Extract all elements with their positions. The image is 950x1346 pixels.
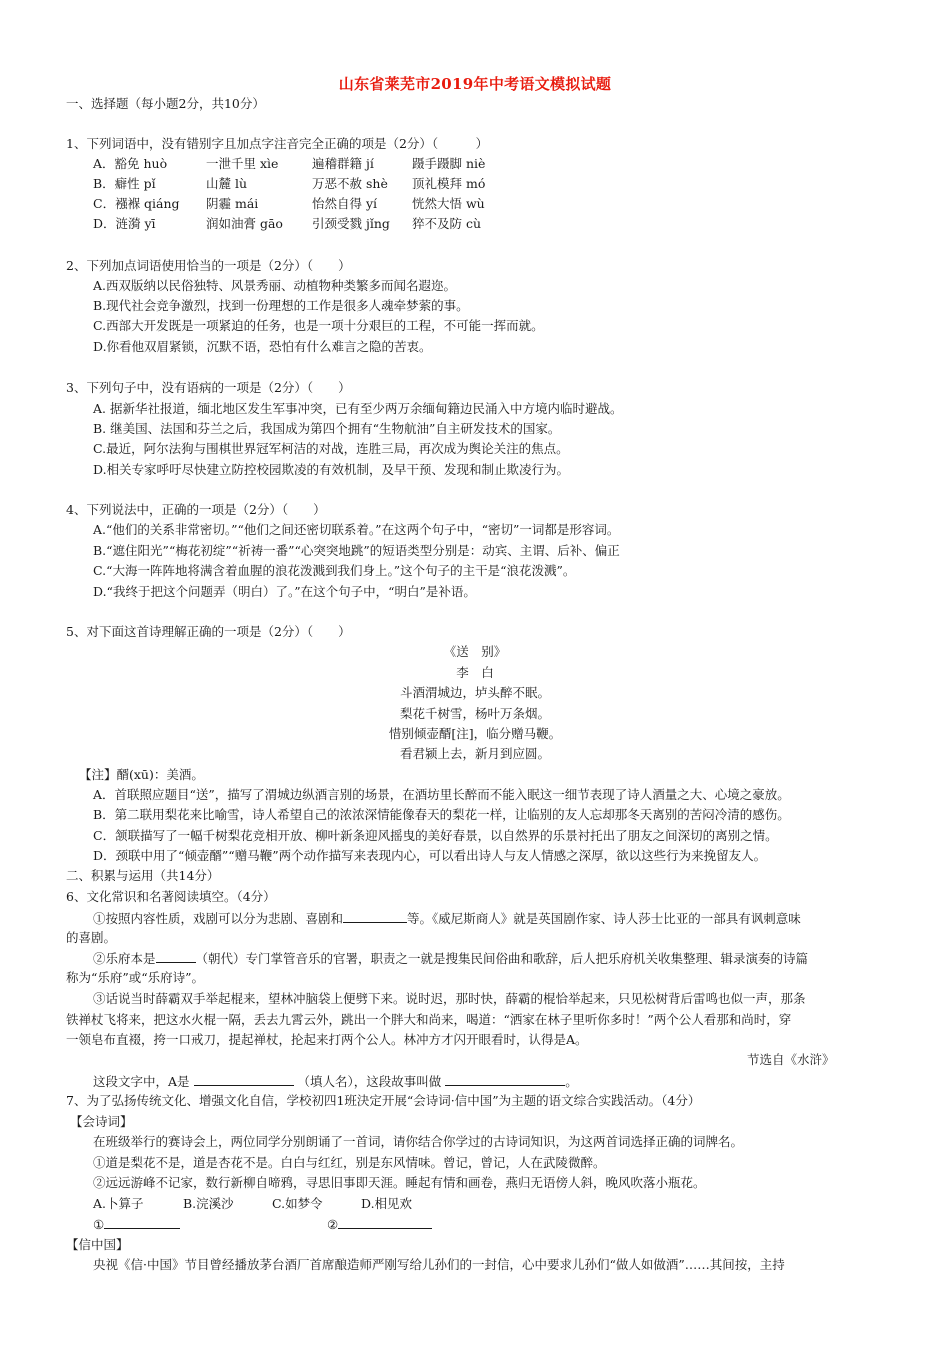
choice-item: C.如梦令 xyxy=(272,1196,323,1211)
option-cell: 遍稽群籍 jí xyxy=(312,156,374,171)
answer-line: ① xyxy=(93,1216,180,1233)
option-line: B.现代社会竞争激烈，找到一份理想的工作是很多人魂牵梦萦的事。 xyxy=(93,298,469,313)
question-stem: 5、对下面这首诗理解正确的一项是（2分）（ ） xyxy=(66,624,351,639)
fill-in-line: 这段文字中，A是 （填人名），这段故事叫做 。 xyxy=(93,1074,578,1089)
paragraph-line: 一领皂布直裰，挎一口戒刀，提起禅杖，抡起来打两个公人。林冲方才闪开眼看时，认得是A。 xyxy=(66,1032,588,1047)
option-line: B．第二联用梨花来比喻雪，诗人希望自己的浓浓深情能像春天的梨花一样，让临别的友人忘却那冬天离别的苦闷冷清的感伤。 xyxy=(93,807,790,822)
subsection-heading: 【信中国】 xyxy=(66,1237,129,1252)
option-cell: 润如油膏 gāo xyxy=(206,216,283,231)
page-title: 山东省莱芜市2019年中考语文模拟试题 xyxy=(338,75,612,93)
option-line: C.“大海一阵阵地将满含着血腥的浪花泼溅到我们身上。”这个句子的主干是“浪花泼溅”。 xyxy=(93,563,576,578)
question-stem: 4、下列说法中，正确的一项是（2分）（ ） xyxy=(66,502,326,517)
option-line: D．颈联中用了“倾壶醑”“赠马鞭”两个动作描写来表现内心，可以看出诗人与友人情感之深厚，欲以这些行为来挽留友人。 xyxy=(93,848,767,863)
answer-blank[interactable] xyxy=(104,1216,180,1229)
option-line: C．颔联描写了一幅千树梨花竞相开放、柳叶新条迎风摇曳的美好春景，以自然界的乐景衬托出了朋友之间深切的离别之情。 xyxy=(93,828,778,843)
choice-item: D.相见欢 xyxy=(361,1196,413,1211)
option-line: D.“我终于把这个问题弄（明白）了。”在这个句子中，“明白”是补语。 xyxy=(93,584,476,599)
question-stem: 3、下列句子中，没有语病的一项是（2分）（ ） xyxy=(66,380,351,395)
option-cell: 蹑手蹑脚 niè xyxy=(412,156,486,171)
question-stem: 2、下列加点词语使用恰当的一项是（2分）（ ） xyxy=(66,258,351,273)
answer-line: ② xyxy=(327,1216,432,1233)
answer-blank[interactable] xyxy=(343,910,407,923)
section-heading: 二、积累与运用（共14分） xyxy=(66,868,220,883)
option-cell: 顶礼模拜 mó xyxy=(412,176,486,191)
paragraph-line: 铁禅杖飞将来，把这水火棍一隔，丢去九霄云外，跳出一个胖大和尚来，喝道：“洒家在林子里听你多时！”两个公人看那和尚时，穿 xyxy=(66,1012,792,1027)
option-cell: 猝不及防 cù xyxy=(412,216,482,231)
paragraph-line: ③话说当时薛霸双手举起棍来，望林冲脑袋上便劈下来。说时迟，那时快，薛霸的棍恰举起来，只见松树背后雷鸣也似一声，那条 xyxy=(93,991,806,1006)
subsection-heading: 【会诗词】 xyxy=(70,1114,133,1129)
paragraph-line: 的喜剧。 xyxy=(66,930,117,945)
choice-item: B.浣溪沙 xyxy=(183,1196,234,1211)
option-cell: 恍然大悟 wù xyxy=(412,196,485,211)
option-line: B.“遮住阳光”“梅花初绽”“祈祷一番”“心突突地跳”的短语类型分别是：动宾、主谓、后补、偏正 xyxy=(93,543,620,558)
paragraph-line: 称为“乐府”或“乐府诗”。 xyxy=(66,970,205,985)
option-cell: 万恶不赦 shè xyxy=(312,176,388,191)
poem-note: 【注】醑(xū)：美酒。 xyxy=(79,767,204,782)
question-stem: 7、为了弘扬传统文化、增强文化自信，学校初四1班決定开展“会诗词·信中国”为主题的语文综合实践活动。（4分） xyxy=(66,1093,701,1108)
option-cell: 引颈受戮 jǐng xyxy=(312,216,390,231)
option-line: A．首联照应题目“送”，描写了渭城边纵酒言别的场景，在酒坊里长醉而不能入眠这一细节表现了诗人酒量之大、心境之豪放。 xyxy=(93,787,790,802)
section-heading: 一、选择题（每小题2分，共10分） xyxy=(66,96,265,111)
option-cell: B．癖性 pǐ xyxy=(93,176,156,191)
answer-blank[interactable] xyxy=(194,1073,294,1086)
option-cell: 一泄千里 xìe xyxy=(206,156,279,171)
answer-blank[interactable] xyxy=(338,1216,432,1229)
poem-line: 惜别倾壶醑[注]，临分赠马鞭。 xyxy=(388,726,562,741)
option-cell: 山麓 lù xyxy=(206,176,248,191)
option-line: C.最近，阿尔法狗与围棋世界冠军柯洁的对战，连胜三局，再次成为舆论关注的焦点。 xyxy=(93,441,569,456)
poem-line: 斗酒渭城边，垆头醉不眠。 xyxy=(399,685,550,700)
option-cell: 怡然自得 yí xyxy=(312,196,378,211)
option-line: A.“他们的关系非常密切。”“他们之间还密切联系着。”在这两个句子中，“密切”一词都是形容词。 xyxy=(93,522,620,537)
option-line: C.西部大开发既是一项紧迫的任务，也是一项十分艰巨的工程，不可能一挥而就。 xyxy=(93,318,544,333)
question-stem: 1、下列词语中，没有错别字且加点字注音完全正确的项是（2分）（ ） xyxy=(66,136,489,151)
poem-line: ①道是梨花不是，道是杏花不是。白白与红红，别是东风情味。曾记，曾记，人在武陵微醉。 xyxy=(93,1155,606,1170)
paragraph-line: 在班级举行的赛诗会上，两位同学分别朗诵了一首词，请你结合你学过的古诗词知识，为这两首词选择正确的词牌名。 xyxy=(93,1134,744,1149)
poem-author: 李 白 xyxy=(456,665,494,680)
paragraph-line: ②乐府本是 （朝代）专门掌管音乐的官署，职责之一就是搜集民间俗曲和歌辞，后人把乐府机关收集整理、辑录演奏的诗篇 xyxy=(93,951,809,966)
option-cell: 阴霾 mái xyxy=(206,196,259,211)
poem-title: 《送 别》 xyxy=(443,644,507,659)
option-line: A.西双版纳以民俗独特、风景秀丽、动植物种类繁多而闻名遐迩。 xyxy=(93,278,457,293)
paragraph-line: ①按照内容性质，戏剧可以分为悲剧、喜剧和 等。《威尼斯商人》就是英国剧作家、诗人莎士比亚的一部具有讽刺意味 xyxy=(93,911,801,926)
answer-blank[interactable] xyxy=(445,1073,565,1086)
source-note: 节选自《水浒》 xyxy=(747,1052,835,1067)
option-line: D.相关专家呼吁尽快建立防控校园欺凌的有效机制，及早干预、发现和制止欺凌行为。 xyxy=(93,462,570,477)
choice-item: A.卜算子 xyxy=(93,1196,144,1211)
poem-line: ②远远游峰不记家，数行新柳自啼鸦，寻思旧事即天涯。睡起有情和画卷，燕归无语傍人斜，晚风吹落小瓶花。 xyxy=(93,1175,706,1190)
answer-blank[interactable] xyxy=(156,950,196,963)
option-cell: C．襁褓 qiáng xyxy=(93,196,180,211)
option-line: D.你看他双眉紧锁，沉默不语，恐怕有什么难言之隐的苦衷。 xyxy=(93,339,432,354)
option-cell: A．豁免 huò xyxy=(93,156,168,171)
question-stem: 6、文化常识和名著阅读填空。（4分） xyxy=(66,889,276,904)
option-line: A. 据新华社报道，缅北地区发生军事冲突，已有至少两万余缅甸籍边民涌入中方境内临时避战。 xyxy=(93,401,623,416)
paragraph-line: 央视《信·中国》节目曾经播放茅台酒厂首席酿造师严刚写给儿孙们的一封信，心中要求儿孙们“做人如做酒”……其间按，主持 xyxy=(93,1257,785,1272)
option-line: B. 继美国、法国和芬兰之后，我国成为第四个拥有“生物航油”自主研发技术的国家。 xyxy=(93,421,561,436)
option-cell: D．涟漪 yī xyxy=(93,216,156,231)
poem-line: 看君颍上去，新月到应圆。 xyxy=(399,746,550,761)
poem-line: 梨花千树雪，杨叶万条烟。 xyxy=(399,706,550,721)
